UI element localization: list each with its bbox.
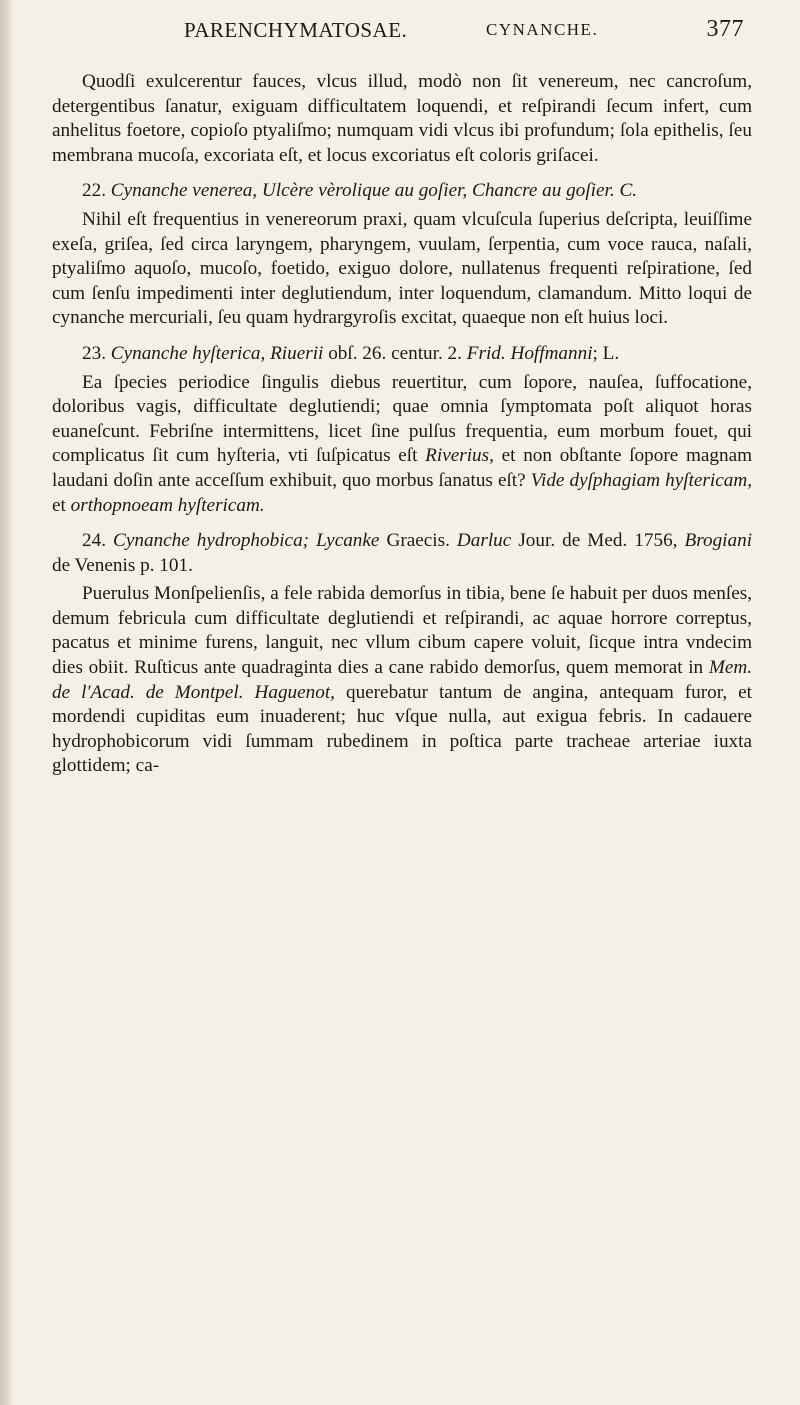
section-23-author: Frid. Hoffmanni [466, 342, 593, 364]
section-23-number: 23. [82, 342, 106, 364]
paragraph-24-italic-1: Mem. de l'Acad. de Montpel. Haguenot, [52, 657, 752, 703]
paragraph-23-italic-3: orthopnoeam hyſtericam. [70, 494, 265, 516]
paragraph-24-text-a: Puerulus Monſpelienſis, a fele rabida demorſus in tibia, bene ſe habuit per duos menſes, demum febricula cum difficultate deglutiendi et reſpirandi, ac aquae horrore correptus, pacatus et minime furens, languit, nec vllum cibum capere voluit, ſicque intra vndecim dies obiit. Ruſticus ante quadraginta dies a cane rabido demorſus, quem memorat in [52, 583, 752, 679]
section-22-title: Cynanche venerea, Ulcère vèrolique au goſier, Chancre au goſier. C. [110, 180, 638, 202]
paragraph-23-text-b: et non obſtante ſopore magnam laudani doſin ante acceſſum exhibuit, quo morbus ſanatus eſt? [52, 445, 753, 491]
section-24-title: Cynanche hydrophobica; Lycanke [113, 530, 380, 552]
paragraph-23-text-a: Ea ſpecies periodice ſingulis diebus reuertitur, cum ſopore, nauſea, ſuffocatione, doloribus vagis, difficultate deglutiendi; quae omnia ſymptomata poſt aliquot horas euaneſcunt. Febriſne intermittens, licet ſine pulſus frequentia, eum morbum fouet, qui complicatus ſit cum hyſteria, vti ſuſpicatus eſt [52, 371, 752, 467]
section-23-reference: obſ. 26. centur. 2. [328, 342, 462, 364]
paragraph-23 [52, 371, 752, 519]
paragraph-23-italic-2: Vide dyſphagiam hyſtericam, [530, 469, 752, 491]
section-22-number: 22. [82, 180, 106, 202]
paragraph-23-italic-1: Riverius, [425, 445, 494, 467]
paragraph-24-text-b: querebatur tantum de angina, antequam furor, et mordendi cupiditas eum inuaderent; huc vſque nulla, aut exigua febris. In cadauere hydrophobicorum vidi ſummam rubedinem in poſtica parte tracheae arteriae iuxta glottidem; ca- [52, 681, 753, 777]
section-24-title-b: Jour. de Med. 1756, [518, 530, 678, 552]
section-24-author-2: Brogiani [684, 530, 753, 552]
section-24-number: 24. [82, 530, 106, 552]
section-23-heading [52, 342, 752, 367]
body-text [52, 70, 752, 779]
section-24-heading [52, 529, 752, 578]
section-24-title-c: de Venenis p. 101. [52, 554, 193, 576]
running-title: PARENCHYMATOSAE. [184, 18, 408, 42]
paragraph-22: Nihil eſt frequentius in venereorum praxi, quam vlcuſcula ſuperius deſcripta, leuiſſime exeſa, griſea, ſed circa laryngem, pharyngem, vuulam, ſerpentia, cum voce rauca, naſali, ptyaliſmo aquoſo, mucoſo, foetido, exiguo dolore, nullatenus frequenti reſpiratione, ſed cum ſenſu impedimenti inter deglutiendum, inter loquendum, clamandum. Mitto loqui de cynanche mercuriali, ſeu quam hydrargyroſis excitat, quaeque non eſt huius loci. [52, 208, 752, 329]
section-23-end: ; L. [592, 342, 620, 364]
paragraph-1: Quodſi exulcerentur fauces, vlcus illud, modò non ſit venereum, nec cancroſum, detergentibus ſanatur, exiguam difficultatem loquendi, et reſpirandi ſecum infert, cum anhelitus foetore, copioſo ptyaliſmo; numquam vidi vlcus ibi profundum; ſola epithelis, ſeu membrana mucoſa, excoriata eſt, et locus excoriatus eſt coloris griſacei. [52, 71, 752, 166]
paragraph-24 [52, 582, 752, 779]
paragraph-23-text-c: et [52, 494, 66, 516]
page-number: 377 [706, 16, 744, 42]
section-24-title-a: Graecis. [386, 530, 450, 552]
section-23-title: Cynanche hyſterica, Riuerii [110, 342, 324, 364]
running-header [184, 14, 744, 48]
section-22-heading [52, 179, 752, 204]
section-24-author: Darluc [456, 530, 512, 552]
section-title: CYNANCHE. [486, 20, 599, 39]
page-binding-shadow [0, 0, 12, 1405]
